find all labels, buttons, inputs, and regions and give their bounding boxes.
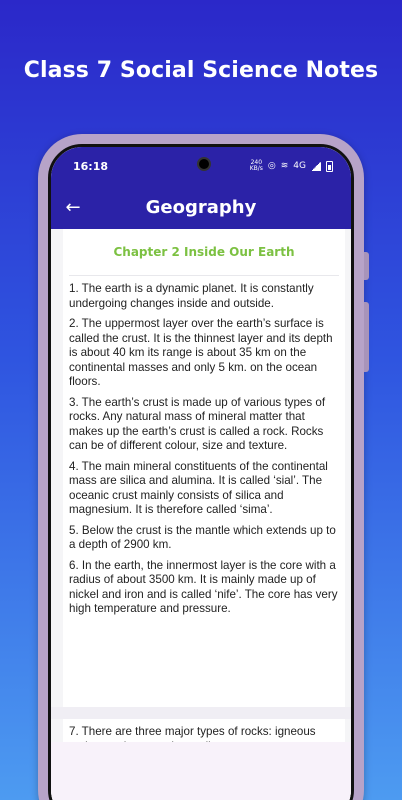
promo-title: Class 7 Social Science Notes [23,58,379,83]
bottom-bar [51,742,354,800]
status-icons [250,160,333,172]
phone-power-button [364,302,369,372]
camera-icon [197,157,211,171]
note-item: 6. In the earth, the innermost layer is the core with a radius of about 3500 km. It is mainly made up of nickel and iron and is called ‘nife’. The core has very high temperature and pressure. [69,558,338,615]
phone-screen [48,144,354,800]
note-item: 4. The main mineral constituents of the continental mass are silica and alumina. It is called ‘sial’. The oceanic crust mainly consists of silica and magnesium. It is therefore called ‘sima’. [69,459,328,516]
chapter-title: Chapter 2 Inside Our Earth [113,245,295,259]
card-separator [51,707,354,719]
notes-content[interactable] [51,229,351,800]
note-item: 7. There are three major types of rocks: igneous [69,725,316,738]
wifi-icon: ≋ [280,161,289,171]
phone-frame [38,134,364,800]
note-item: 1. The earth is a dynamic planet. It is constantly undergoing changes inside and outside. [69,282,314,310]
page-title: Geography [145,196,257,218]
network-type: 4G [293,161,306,171]
note-item: 5. Below the crust is the mantle which extends up to a depth of 2900 km. [69,523,336,551]
app-bar [51,185,351,229]
note-item: 3. The earth’s crust is made up of various types of rocks. Any natural mass of mineral matter that makes up the earth’s crust is called a rock. Rocks can be of different colour, size and texture. [69,395,326,452]
status-bar [51,147,351,185]
signal-icon [311,162,321,171]
back-arrow-icon[interactable]: ← [65,196,81,218]
notes-list [63,276,345,617]
battery-icon [326,161,333,172]
hotspot-icon: ◎ [267,161,276,171]
phone-volume-button [364,252,369,280]
note-item: 2. The uppermost layer over the earth’s surface is called the crust. It is the thinnest layer and its depth is about 40 km its range is about 35 km on the continental masses and only 5 km. on the ocean floors. [69,317,333,388]
status-time: 16:18 [73,159,109,173]
network-speed: 240 KB/s [249,159,263,172]
